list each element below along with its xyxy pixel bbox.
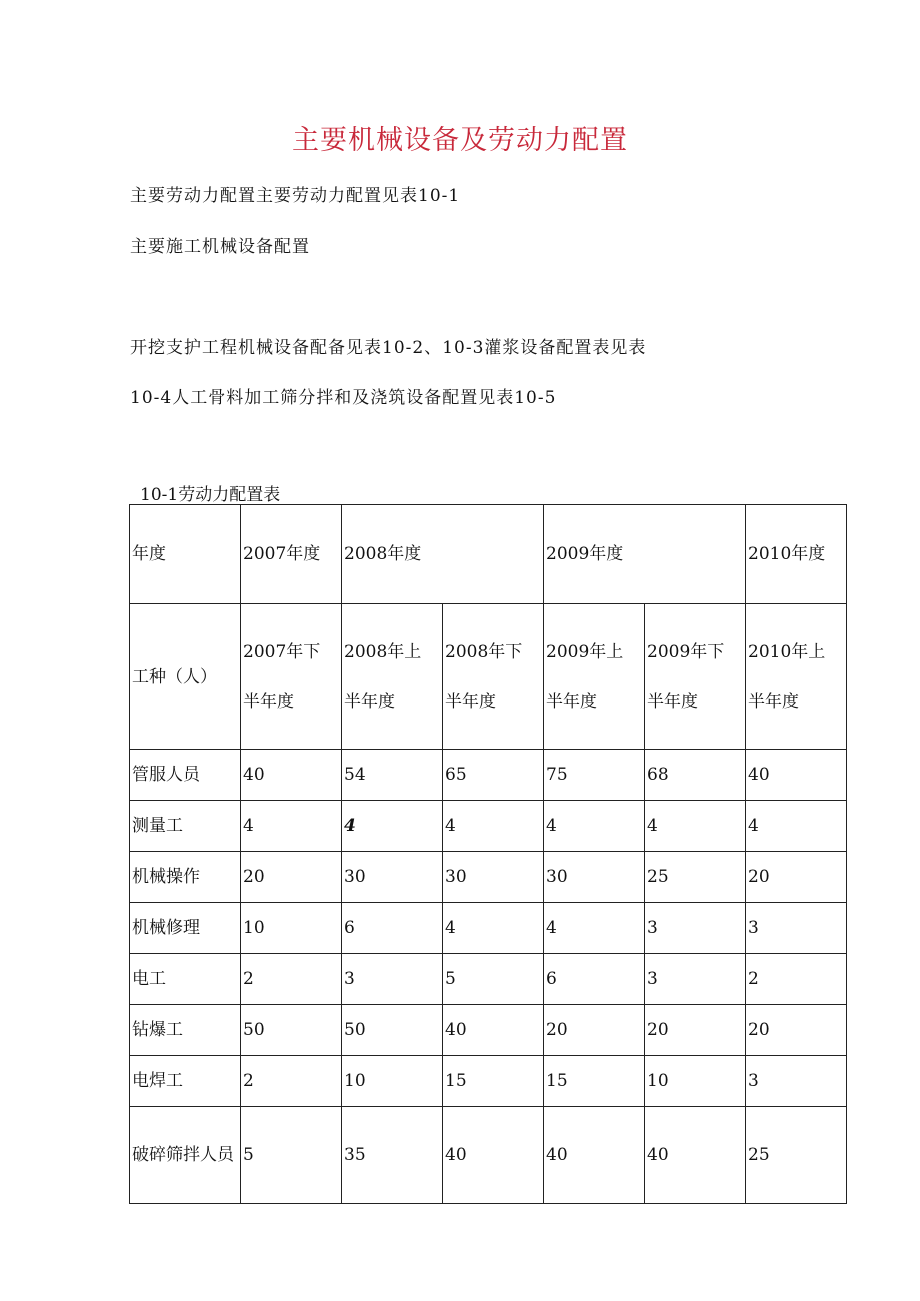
table-cell: 54 [342,750,443,801]
table-caption: 10-1劳动力配置表 [140,485,281,505]
table-cell: 4 [645,801,746,852]
table-cell: 40 [443,1005,544,1056]
table-cell: 10 [645,1056,746,1107]
paragraph-excavation-equipment: 开挖支护工程机械设备配备见表10-2、10-3灌浆设备配置表见表 [130,338,647,358]
table-cell: 2 [241,954,342,1005]
table-cell: 35 [342,1107,443,1204]
table-cell: 30 [544,852,645,903]
header-period: 2008年上半年度 [342,604,443,750]
header-period: 2009年上半年度 [544,604,645,750]
table-cell: 3 [746,903,847,954]
paragraph-aggregate-equipment: 10-4人工骨料加工筛分拌和及浇筑设备配置见表10-5 [130,388,557,408]
table-row [130,852,847,903]
header-year-2008: 2008年度 [342,505,544,604]
document-title: 主要机械设备及劳动力配置 [292,125,628,156]
table-cell: 6 [342,903,443,954]
trade-name: 破碎筛拌人员 [130,1107,241,1204]
table-cell: 20 [241,852,342,903]
header-year-2007: 2007年度 [241,505,342,604]
paragraph-machinery-config: 主要施工机械设备配置 [130,237,310,257]
table-cell: 4 [241,801,342,852]
table-cell: 20 [746,852,847,903]
table-cell: 3 [645,954,746,1005]
table-cell: 65 [443,750,544,801]
table-cell: 3 [645,903,746,954]
table-cell: 25 [746,1107,847,1204]
header-period: 2008年下半年度 [443,604,544,750]
table-cell: 15 [544,1056,645,1107]
table-cell: 40 [241,750,342,801]
header-corner-year: 年度 [130,505,241,604]
table-cell: 4 [342,801,443,852]
trade-name: 机械修理 [130,903,241,954]
header-year-2009: 2009年度 [544,505,746,604]
trade-name: 管服人员 [130,750,241,801]
table-cell: 5 [443,954,544,1005]
table-cell: 4 [544,903,645,954]
table-row [130,903,847,954]
header-row-years [130,505,847,604]
table-cell: 6 [544,954,645,1005]
header-row-periods [130,604,847,750]
trade-name: 钻爆工 [130,1005,241,1056]
table-row [130,954,847,1005]
paragraph-labor-config: 主要劳动力配置主要劳动力配置见表10-1 [130,186,461,206]
table-cell: 3 [342,954,443,1005]
table-row [130,1107,847,1204]
table-row [130,1005,847,1056]
trade-name: 测量工 [130,801,241,852]
table-cell: 30 [443,852,544,903]
table-cell: 4 [544,801,645,852]
table-cell: 4 [746,801,847,852]
table-cell: 4 [443,903,544,954]
table-cell: 5 [241,1107,342,1204]
header-corner-trade: 工种（人） [130,604,241,750]
header-period: 2007年下半年度 [241,604,342,750]
table-cell: 30 [342,852,443,903]
table-cell: 68 [645,750,746,801]
table-cell: 3 [746,1056,847,1107]
table-row [130,801,847,852]
table-row [130,750,847,801]
table-cell: 15 [443,1056,544,1107]
table-cell: 20 [544,1005,645,1056]
table-cell: 50 [241,1005,342,1056]
table-cell: 10 [241,903,342,954]
table-cell: 25 [645,852,746,903]
trade-name: 电焊工 [130,1056,241,1107]
table-cell: 40 [443,1107,544,1204]
trade-name: 电工 [130,954,241,1005]
table-cell: 40 [645,1107,746,1204]
header-period: 2009年下半年度 [645,604,746,750]
table-cell: 2 [746,954,847,1005]
table-cell: 40 [746,750,847,801]
table-cell: 20 [645,1005,746,1056]
header-year-2010: 2010年度 [746,505,847,604]
header-period: 2010年上半年度 [746,604,847,750]
table-cell: 20 [746,1005,847,1056]
trade-name: 机械操作 [130,852,241,903]
labor-allocation-table [129,504,847,1204]
table-cell: 4 [443,801,544,852]
table-cell: 2 [241,1056,342,1107]
table-cell: 10 [342,1056,443,1107]
table-cell: 50 [342,1005,443,1056]
table-cell: 75 [544,750,645,801]
table-cell: 40 [544,1107,645,1204]
table-row [130,1056,847,1107]
